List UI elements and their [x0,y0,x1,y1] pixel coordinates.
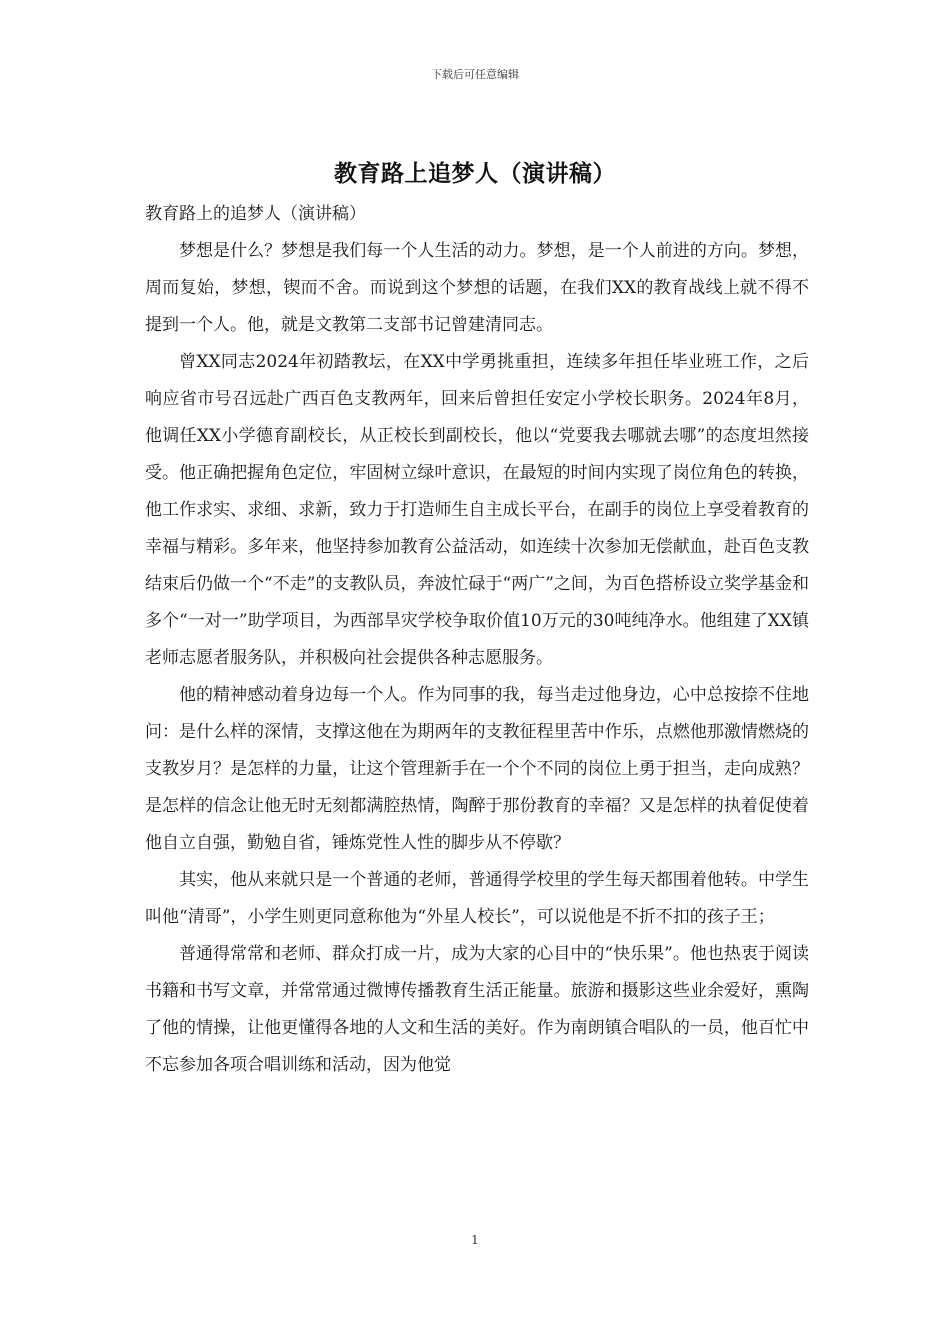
document-subtitle: 教育路上的追梦人（演讲稿） [145,204,366,224]
paragraph: 他的精神感动着身边每一个人。作为同事的我，每当走过他身边，心中总按捺不住地问：是什么样的深情，支撑这他在为期两年的支教征程里苦中作乐，点燃他那激情燃烧的支教岁月？是怎样的力量，让这个管理新手在一个个不同的岗位上勇于担当，走向成熟？是怎样的信念让他无时无刻都满腔热情，陶醉于那份教育的幸福？又是怎样的执着促使着他自立自强，勤勉自省，锤炼党性人性的脚步从不停歇？ [145,685,809,853]
document-title: 教育路上追梦人（演讲稿） [334,160,616,187]
paragraph: 曾XX同志2024年初踏教坛，在XX中学勇挑重担，连续多年担任毕业班工作，之后响应省市号召远赴广西百色支教两年，回来后曾担任安定小学校长职务。2024年8月，他调任XX小学德育副校长，从正校长到副校长，他以“党要我去哪就去哪”的态度坦然接受。他正确把握角色定位，牢固树立绿叶意识，在最短的时间内实现了岗位角色的转换，他工作求实、求细、求新，致力于打造师生自主成长平台，在副手的岗位上享受着教育的幸福与精彩。多年来，他坚持参加教育公益活动，如连续十次参加无偿献血，赴百色支教结束后仍做一个“不走”的支教队员，奔波忙碌于“两广”之间，为百色搭桥设立奖学基金和多个“一对一”助学项目，为西部旱灾学校争取价值10万元的30吨纯净水。他组建了XX镇老师志愿者服务队，并积极向社会提供各种志愿服务。 [145,352,809,668]
paragraph: 梦想是什么？梦想是我们每一个人生活的动力。梦想，是一个人前进的方向。梦想，周而复始，梦想，锲而不舍。而说到这个梦想的话题，在我们XX的教育战线上就不得不提到一个人。他，就是文教第二支部书记曾建清同志。 [145,241,809,335]
page-number: 1 [471,1233,479,1247]
paragraph: 普通得常常和老师、群众打成一片，成为大家的心目中的“快乐果”。他也热衷于阅读书籍和书写文章，并常常通过微博传播教育生活正能量。旅游和摄影这些业余爱好，熏陶了他的情操，让他更懂得各地的人文和生活的美好。作为南朗镇合唱队的一员，他百忙中不忘参加各项合唱训练和活动，因为他觉 [145,944,809,1075]
document-body [145,196,809,1084]
paragraph: 其实，他从来就只是一个普通的老师，普通得学校里的学生每天都围着他转。中学生叫他“清哥”，小学生则更同意称他为“外星人校长”，可以说他是不折不扣的孩子王； [145,870,809,927]
page-header: 下载后可任意编辑 [431,68,519,81]
